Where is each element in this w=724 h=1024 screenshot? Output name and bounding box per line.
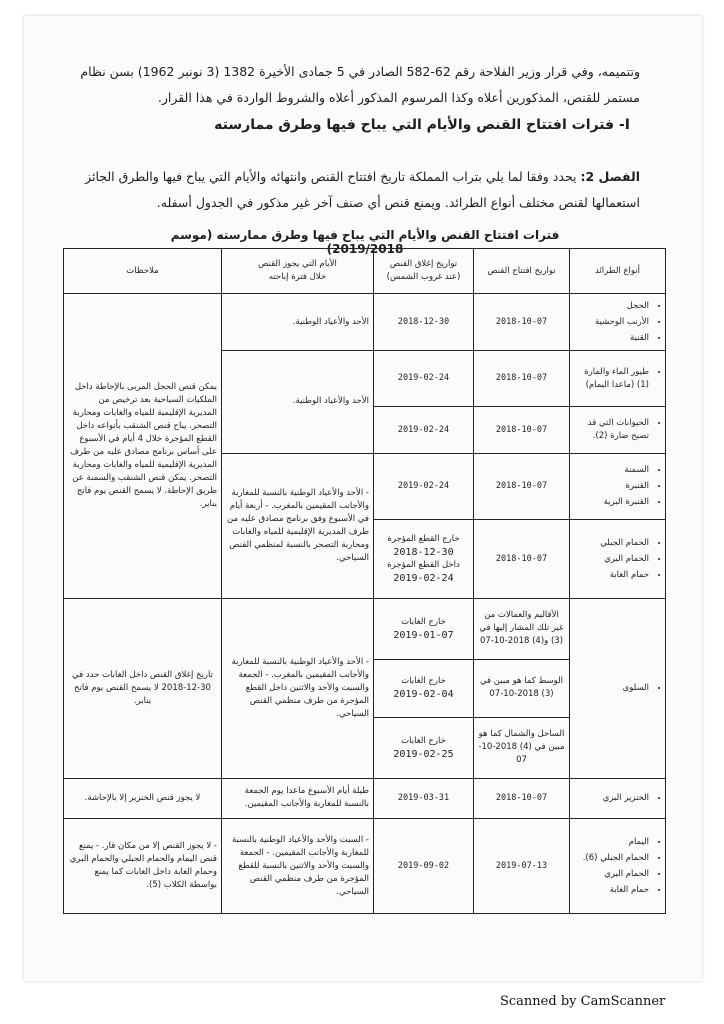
intro-line-1: وتتميمه، وفي قرار وزير الفلاحة رقم 62-582 الصادر في 5 جمادى الأخيرة 1382 (3 نونبر 1962) بسن نظام — [80, 64, 640, 79]
closing-zone — [374, 599, 474, 660]
closing-date: 2019-02-24 — [393, 573, 454, 585]
closing-zone — [374, 718, 474, 779]
species-item: • الحجل — [574, 300, 649, 313]
closing-date: 2018-12-30 — [393, 547, 454, 559]
closing-label: خارج الغابات — [401, 735, 446, 746]
opening-zone: الأقاليم والعمالات من غير تلك المشار إليها في (3) و(4) 2018-10-07 — [474, 599, 570, 660]
col-days-sub: خلال فترة إباحته — [268, 272, 327, 283]
opening-date: 2018-10-07 — [474, 294, 570, 351]
article-2 — [40, 164, 640, 216]
species-item: • الحمام البري — [574, 868, 649, 881]
closing-date: 2019-02-24 — [374, 407, 474, 453]
closing-date: 2019-02-24 — [374, 453, 474, 520]
col-closing-label: تواريخ إغلاق القنص — [389, 259, 458, 270]
days-cell: الأحد والأعياد الوطنية. — [222, 350, 374, 453]
species-item: • طيور الماء والمارة (1) (ماعدا اليمام) — [574, 366, 649, 392]
opening-date: 2018-10-07 — [474, 778, 570, 818]
species-item: • الخنزير البري — [574, 792, 649, 805]
camscanner-watermark: Scanned by CamScanner — [500, 994, 666, 1009]
closing-label: خارج القطع المؤجرة — [387, 534, 460, 545]
closing-label: خارج الغابات — [401, 616, 446, 627]
notes-cell: يمكن قنص الحجل المربى بالإحاطة داخل الملكيات السياحية بعد ترخيص من المديرية الإقليمية للمياه والغابات ومحاربة التصحر. يباح قنص الشنقب بأنواعه داخل القطع المؤجرة خلال 4 أيام في الأسبوع على أساس برنامج مصادق عليه من طرف المديرية الإقليمية للمياه والغابات ومحاربة التصحر. يمكن قنص الشنقب والسمنة عن طريق الإحاطة. لا يسمح القنص يوم فاتح يناير. — [64, 294, 222, 599]
closing-date: 2019-02-24 — [374, 350, 474, 407]
days-cell: طيلة أيام الأسبوع ماعدا يوم الجمعة بالنسبة للمغاربة والأجانب المقيمين. — [222, 778, 374, 818]
species-item: • السمنة — [574, 464, 649, 477]
closing-date: 2019-02-25 — [393, 748, 454, 760]
section-heading: I- فترات افتتاح القنص والأيام التي يباح فيها وطرق ممارسته — [214, 117, 630, 133]
col-closing — [374, 249, 474, 294]
table-title: فترات افتتاح القنص والأيام التي يباح فيها وطرق ممارسته (موسم 2019/2018) — [170, 228, 560, 256]
days-cell: الأحد والأعياد الوطنية. — [222, 294, 374, 351]
species-item: • الحمام البري — [574, 553, 649, 566]
species-item: • الحيوانات التي قد تصبح ضارة (2). — [574, 417, 649, 443]
table-row — [64, 819, 666, 914]
opening-zone: الساحل والشمال كما هو مبين في (4) 2018-10-07 — [474, 718, 570, 779]
table-row — [64, 294, 666, 351]
closing-label: داخل القطع المؤجرة — [387, 560, 460, 571]
opening-date: 2018-10-07 — [474, 407, 570, 453]
species-item: • الأرنب الوحشية — [574, 316, 649, 329]
closing-date: 2019-01-07 — [393, 629, 454, 641]
species-item: • القنبرة البرية — [574, 496, 649, 509]
article-line-1: يحدد وفقا لما يلي بتراب المملكة تاريخ افتتاح القنص وانتهائه والأيام التي يباح فيها والطرق الجائز — [85, 169, 577, 184]
closing-zone — [374, 659, 474, 718]
col-opening: تواريخ افتتاح القنص — [474, 249, 570, 294]
species-cell — [570, 453, 666, 520]
closing-date: 2018-12-30 — [374, 294, 474, 351]
table-row — [64, 599, 666, 660]
species-item: • السلوى — [574, 682, 649, 695]
species-cell — [570, 350, 666, 407]
species-item: • القنبرة — [574, 480, 649, 493]
days-cell: - الأحد والأعياد الوطنية بالنسبة للمغاربة والأجانب المقيمين بالمغرب. - الجمعة والسبت والأحد والاثنين داخل القطع المؤجرة من طرف منظمي القنص السياحي. — [222, 599, 374, 779]
species-item: • حمام الغابة — [574, 569, 649, 582]
col-species: أنواع الطرائد — [570, 249, 666, 294]
closing-date-split — [374, 520, 474, 599]
days-cell: - الأحد والأعياد الوطنية بالنسبة للمغاربة والأجانب المقيمين بالمغرب. - أربعة أيام في الأسبوع وفق برنامج مصادق عليه من طرف المديرية الإقليمية للمياه والغابات ومحاربة التصحر بالنسبة لمنظمي القنص السياحي. — [222, 453, 374, 598]
closing-label: خارج الغابات — [401, 676, 446, 687]
species-item: • اليمام — [574, 836, 649, 849]
notes-cell: - لا يجوز القنص إلا من مكان قار. - يمنع قنص اليمام والحمام الجبلي والحمام البري وحمام الغابة داخل الغابات كما يمنع بواسطة الكلاب (5). — [64, 819, 222, 914]
table-row — [64, 778, 666, 818]
closing-date: 2019-09-02 — [374, 819, 474, 914]
notes-cell: تاريخ إغلاق القنص داخل الغابات حدد في 30-12-2018 لا يسمح القنص يوم فاتح يناير. — [64, 599, 222, 779]
col-days-label: الأيام التي يجوز القنص — [258, 259, 337, 270]
closing-date: 2019-02-04 — [393, 689, 454, 701]
opening-date: 2018-10-07 — [474, 453, 570, 520]
col-notes: ملاحظات — [64, 249, 222, 294]
species-cell — [570, 520, 666, 599]
species-cell — [570, 407, 666, 453]
intro-line-2: مستمر للقنص، المذكورين أعلاه وكذا المرسوم المذكور أعلاه والشروط الواردة في هذا القرار. — [157, 90, 640, 105]
table-header-row — [64, 249, 666, 294]
article-line-2: استعمالها لقنص مختلف أنواع الطرائد. ويمنع قنص أي صنف آخر غير مذكور في الجدول أسفله. — [156, 195, 640, 210]
opening-date: 2019-07-13 — [474, 819, 570, 914]
species-cell — [570, 294, 666, 351]
opening-zone: الوسط كما هو مبين في (3) 2018-10-07 — [474, 659, 570, 718]
species-item: • الحمام الجبلي (6). — [574, 852, 649, 865]
species-item: • حمام الغابة — [574, 884, 649, 897]
closing-date: 2019-03-31 — [374, 778, 474, 818]
species-cell — [570, 599, 666, 779]
opening-date: 2018-10-07 — [474, 350, 570, 407]
notes-cell: لا يجوز قنص الخنزير إلا بالإحاشة. — [64, 778, 222, 818]
days-cell: - السبت والأحد والأعياد الوطنية بالنسبة للمغاربة والأجانب المقيمين. - الجمعة والسبت والأحد والاثنين بالنسبة للقطع المؤجرة من طرف منظمي القنص السياحي. — [222, 819, 374, 914]
article-label: الفصل 2: — [580, 169, 640, 184]
opening-date: 2018-10-07 — [474, 520, 570, 599]
species-cell — [570, 819, 666, 914]
hunting-season-table — [63, 248, 666, 914]
col-closing-sub: (عند غروب الشمس) — [386, 272, 461, 283]
species-item: • القنية — [574, 332, 649, 345]
species-item: • الحمام الجبلي — [574, 537, 649, 550]
species-cell — [570, 778, 666, 818]
col-days — [222, 249, 374, 294]
